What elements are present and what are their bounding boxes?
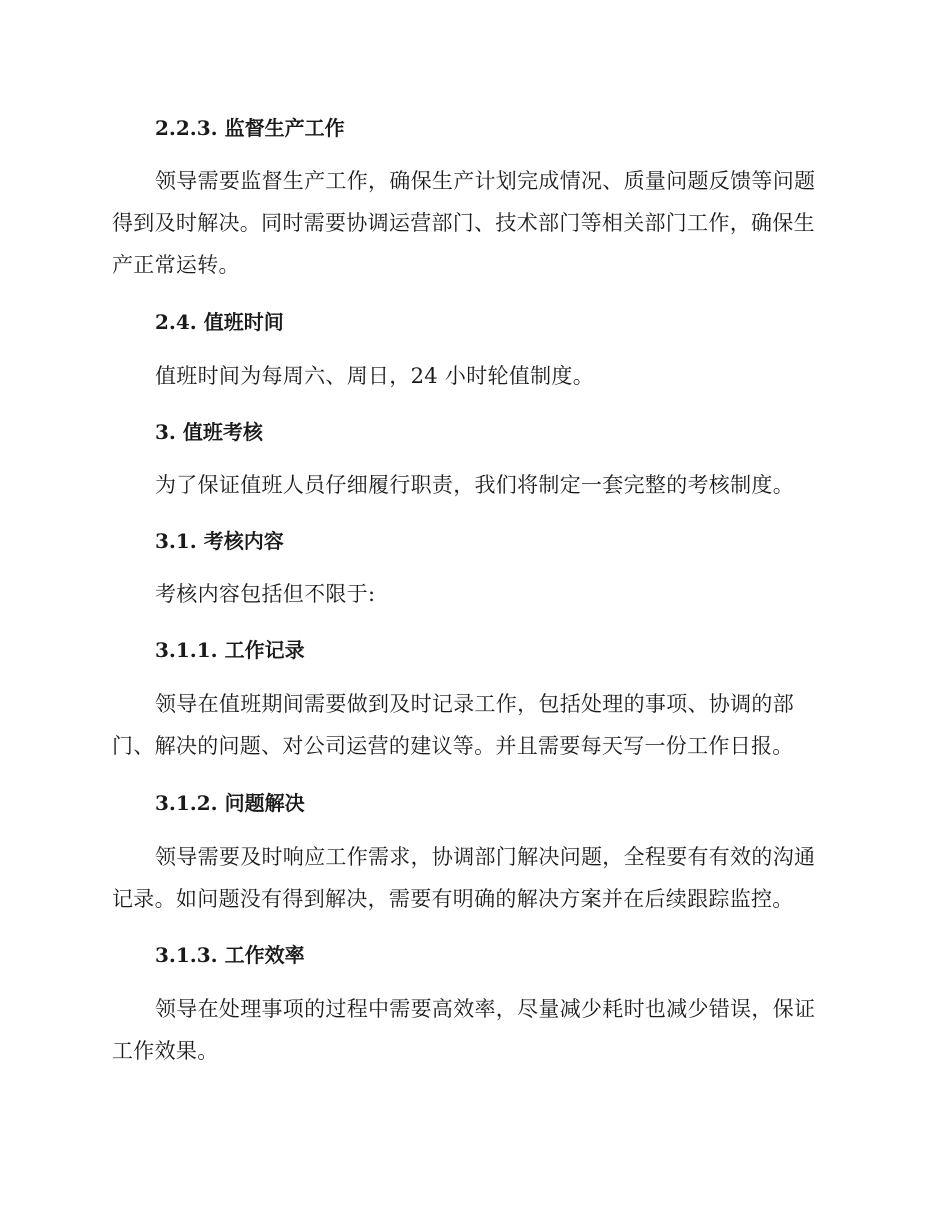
paragraph-problem-solving: 领导需要及时响应工作需求，协调部门解决问题，全程要有有效的沟通记录。如问题没有得到解决，需要有明确的解决方案并在后续跟踪监控。: [112, 845, 816, 911]
section-heading-3-1-1: 3.1.1. 工作记录: [155, 638, 305, 662]
paragraph-supervise-production: 领导需要监督生产工作，确保生产计划完成情况、质量问题反馈等问题得到及时解决。同时需要协调运营部门、技术部门等相关部门工作，确保生产正常运转。: [112, 169, 816, 277]
section-heading-3-1: 3.1. 考核内容: [155, 529, 284, 553]
paragraph-duty-time: 值班时间为每周六、周日，24 小时轮值制度。: [155, 364, 594, 388]
section-heading-2-4: 2.4. 值班时间: [155, 310, 284, 334]
section-heading-3: 3. 值班考核: [155, 420, 263, 444]
section-heading-3-1-2: 3.1.2. 问题解决: [155, 791, 305, 815]
paragraph-work-efficiency: 领导在处理事项的过程中需要高效率，尽量减少耗时也减少错误，保证工作效果。: [112, 997, 816, 1063]
section-heading-2-2-3: 2.2.3. 监督生产工作: [155, 116, 345, 140]
paragraph-assessment-intro: 为了保证值班人员仔细履行职责，我们将制定一套完整的考核制度。: [155, 473, 794, 497]
paragraph-assessment-content: 考核内容包括但不限于:: [155, 582, 376, 606]
paragraph-work-record: 领导在值班期间需要做到及时记录工作，包括处理的事项、协调的部门、解决的问题、对公司运营的建议等。并且需要每天写一份工作日报。: [112, 692, 794, 758]
section-heading-3-1-3: 3.1.3. 工作效率: [155, 943, 305, 967]
